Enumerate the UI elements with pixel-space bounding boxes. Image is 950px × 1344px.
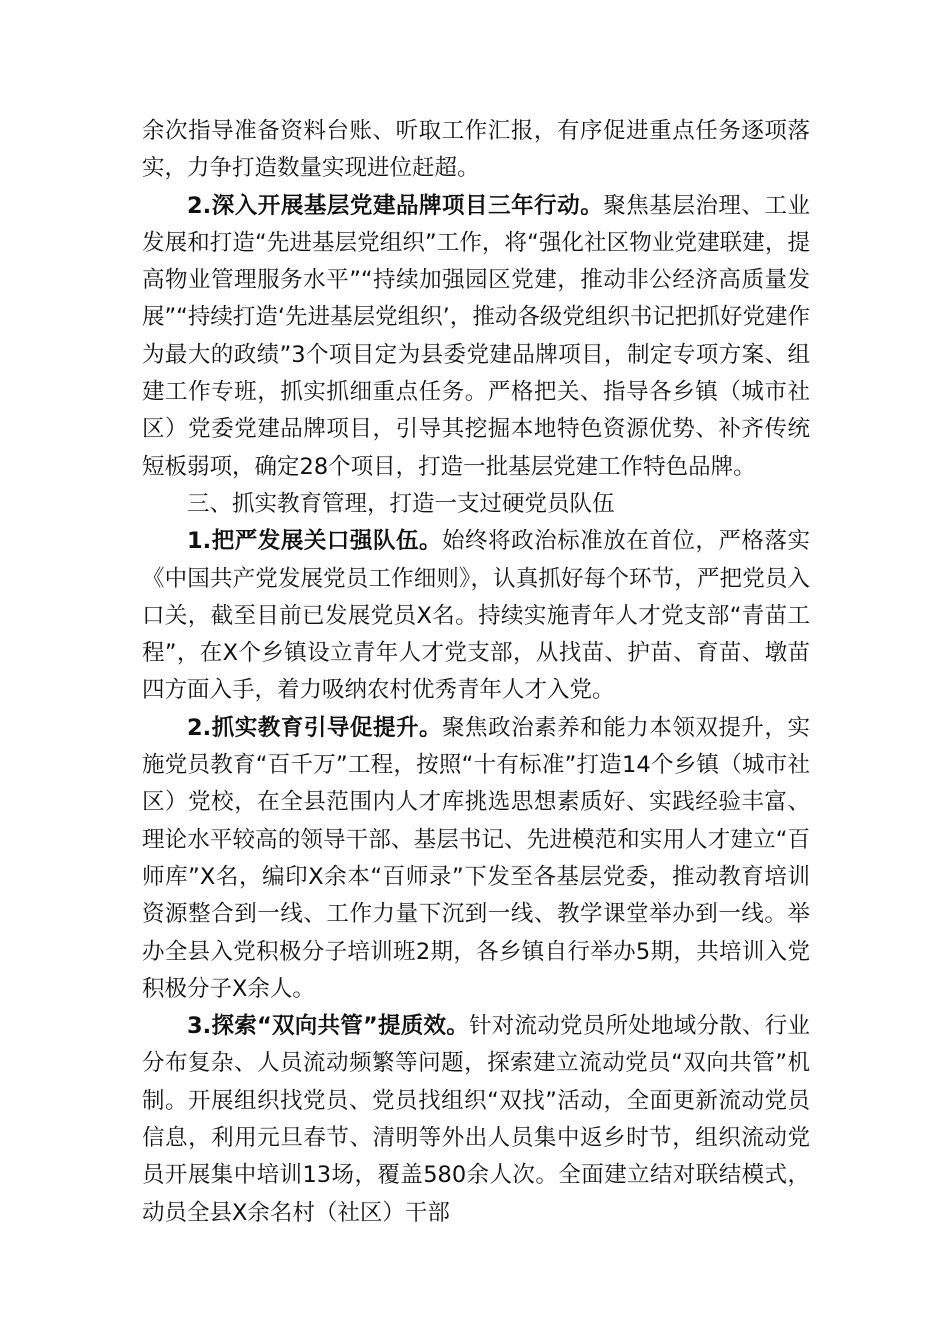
paragraph-education <box>142 710 810 1008</box>
paragraph-heading: 1.把严发展关口强队伍。 <box>187 528 443 555</box>
paragraph-brand-project <box>142 188 810 486</box>
paragraph-text: 针对流动党员所处地域分散、行业分布复杂、人员流动频繁等问题，探索建立流动党员“双向共管”机制。开展组织找党员、党员找组织“双找”活动，全面更新流动党员信息，利用元旦春节、清明等外出人员集中返乡时节，组织流动党员开展集中培训13场，覆盖580余人次。全面建立结对联结模式，动员全县X余名村（社区）干部 <box>142 1013 810 1226</box>
paragraph-text: 余次指导准备资料台账、听取工作汇报，有序促进重点任务逐项落实，力争打造数量实现进位赶超。 <box>142 118 810 182</box>
paragraph-text: 聚焦基层治理、工业发展和打造“先进基层党组织”工作，将“强化社区物业党建联建，提高物业管理服务水平”“持续加强园区党建，推动非公经济高质量发展”“持续打造‘先进基层党组织’，推动各级党组织书记把抓好党建作为最大的政绩”3个项目定为县委党建品牌项目，制定专项方案、组建工作专班，抓实抓细重点任务。严格把关、指导各乡镇（城市社区）党委党建品牌项目，引导其挖掘本地特色资源优势、补齐传统短板弱项，确定28个项目，打造一批基层党建工作特色品牌。 <box>142 192 810 480</box>
paragraph-recruitment <box>142 523 810 709</box>
paragraph-heading: 3.探索“双向共管”提质效。 <box>187 1013 470 1040</box>
section-heading-text: 三、抓实教育管理，打造一支过硬党员队伍 <box>187 490 615 517</box>
paragraph-text: 聚焦政治素养和能力本领双提升，实施党员教育“百千万”工程，按照“十有标准”打造14个乡镇（城市社区）党校，在全县范围内人才库挑选思想素质好、实践经验丰富、理论水平较高的领导干部、基层书记、先进模范和实用人才建立“百师库”X名，编印X余本“百师录”下发至各基层党委，推动教育培训资源整合到一线、工作力量下沉到一线、教学课堂举办到一线。举办全县入党积极分子培训班2期，各乡镇自行举办5期，共培训入党积极分子X余人。 <box>142 714 810 1002</box>
paragraph-heading: 2.深入开展基层党建品牌项目三年行动。 <box>187 192 604 219</box>
paragraph-text: 始终将政治标准放在首位，严格落实《中国共产党发展党员工作细则》，认真抓好每个环节，严把党员入口关，截至目前已发展党员X名。持续实施青年人才党支部“青苗工程”，在X个乡镇设立青年人才党支部，从找苗、护苗、育苗、墩苗四方面入手，着力吸纳农村优秀青年人才入党。 <box>142 528 810 704</box>
paragraph-heading: 2.抓实教育引导促提升。 <box>187 714 443 741</box>
document-body <box>142 113 810 1232</box>
paragraph-continuation <box>142 113 810 188</box>
paragraph-mobile-members <box>142 1008 810 1232</box>
section-heading <box>142 486 810 523</box>
